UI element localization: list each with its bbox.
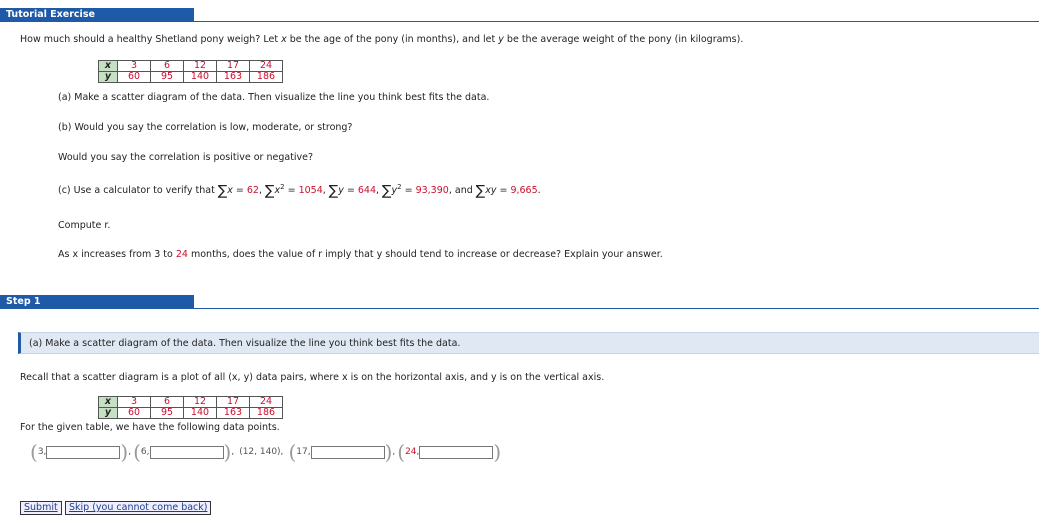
data-point: ( 17, ) ,: [288, 440, 396, 464]
point-6-y-input[interactable]: [150, 446, 224, 459]
point-17-y-input[interactable]: [311, 446, 385, 459]
part-c-text: (c) Use a calculator to verify that ∑x = 62, $\sum x^2 = 1054$, ∑y = 644, $\sum y^2 = 93,390$, and ∑xy = 9,665.: [58, 183, 541, 200]
table-cell: 60: [118, 408, 151, 419]
sum-x-value: 62: [246, 185, 259, 197]
table-cell: 95: [151, 72, 184, 83]
exercise-header: [0, 8, 194, 22]
open-paren: (: [133, 440, 141, 464]
recall-text: Recall that a scatter diagram is a plot of all (x, y) data pairs, where x is on the horizontal axis, and y is on the vertical axis.: [20, 372, 605, 383]
data-point: ( 6, ) ,: [133, 440, 235, 464]
data-table: [98, 60, 283, 83]
part-b-text: (b) Would you say the correlation is low, moderate, or strong?: [58, 122, 353, 133]
table-cell: 3: [118, 397, 151, 408]
exercise-title: Tutorial Exercise: [6, 9, 95, 20]
open-paren: (: [288, 440, 297, 464]
table-cell: 140: [184, 72, 217, 83]
table-cell: 17: [217, 397, 250, 408]
sigma-icon: ∑: [382, 183, 392, 200]
header-rule: [0, 21, 1039, 22]
step-header: [0, 295, 194, 309]
question-intro: How much should a healthy Shetland pony weigh? Let x be the age of the pony (in months), and let y be the average weight of the pony (in kilograms).: [20, 34, 744, 45]
hint-text: (a) Make a scatter diagram of the data. Then visualize the line you think best fits the data.: [29, 338, 461, 349]
sum-y2-value: 93,390: [415, 185, 449, 197]
table-cell: 24: [250, 61, 283, 72]
sigma-icon: ∑: [217, 183, 228, 200]
sum-y-value: 644: [357, 185, 376, 197]
table-cell: 12: [184, 61, 217, 72]
table-x-label: x: [99, 61, 118, 72]
table-x-label: x: [99, 397, 118, 408]
data-point-fixed: (12, 140),: [239, 447, 284, 457]
table-cell: 6: [151, 61, 184, 72]
table-cell: 3: [118, 61, 151, 72]
sigma-icon: ∑: [328, 183, 339, 200]
final-question-text: As x increases from 3 to 24 months, does the value of r imply that y should tend to increase or decrease? Explain your answer.: [58, 249, 663, 260]
sum-x2-value: 1054: [298, 185, 323, 197]
step-rule: [0, 308, 1039, 309]
part-b2-text: Would you say the correlation is positive or negative?: [58, 152, 314, 163]
table-y-label: y: [99, 72, 118, 83]
given-text: For the given table, we have the following data points.: [20, 422, 280, 433]
open-paren: (: [397, 440, 406, 464]
data-point: ( 24, ): [397, 440, 502, 464]
part-a-text: (a) Make a scatter diagram of the data. Then visualize the line you think best fits the data.: [58, 92, 490, 103]
step-title: Step 1: [6, 296, 41, 307]
table-cell: 140: [184, 408, 217, 419]
table-cell: 163: [217, 72, 250, 83]
table-cell: 60: [118, 72, 151, 83]
sigma-icon: ∑: [265, 183, 275, 200]
sum-xy-value: 9,665: [510, 185, 538, 197]
table-cell: 12: [184, 397, 217, 408]
data-point: ( 3, ) ,: [30, 440, 132, 464]
table-cell: 163: [217, 408, 250, 419]
step-data-table: [98, 396, 283, 419]
table-y-label: y: [99, 408, 118, 419]
skip-button[interactable]: Skip (you cannot come back): [65, 501, 211, 515]
hint-box: [18, 332, 1039, 354]
table-cell: 186: [250, 408, 283, 419]
point-3-y-input[interactable]: [46, 446, 120, 459]
table-cell: 95: [151, 408, 184, 419]
compute-r-text: Compute r.: [58, 220, 111, 231]
sigma-icon: ∑: [475, 183, 486, 200]
data-points: [30, 440, 503, 464]
table-cell: 6: [151, 397, 184, 408]
submit-button[interactable]: Submit: [20, 501, 62, 515]
open-paren: (: [30, 440, 38, 464]
table-cell: 17: [217, 61, 250, 72]
table-cell: 186: [250, 72, 283, 83]
table-cell: 24: [250, 397, 283, 408]
point-24-y-input[interactable]: [419, 446, 493, 459]
